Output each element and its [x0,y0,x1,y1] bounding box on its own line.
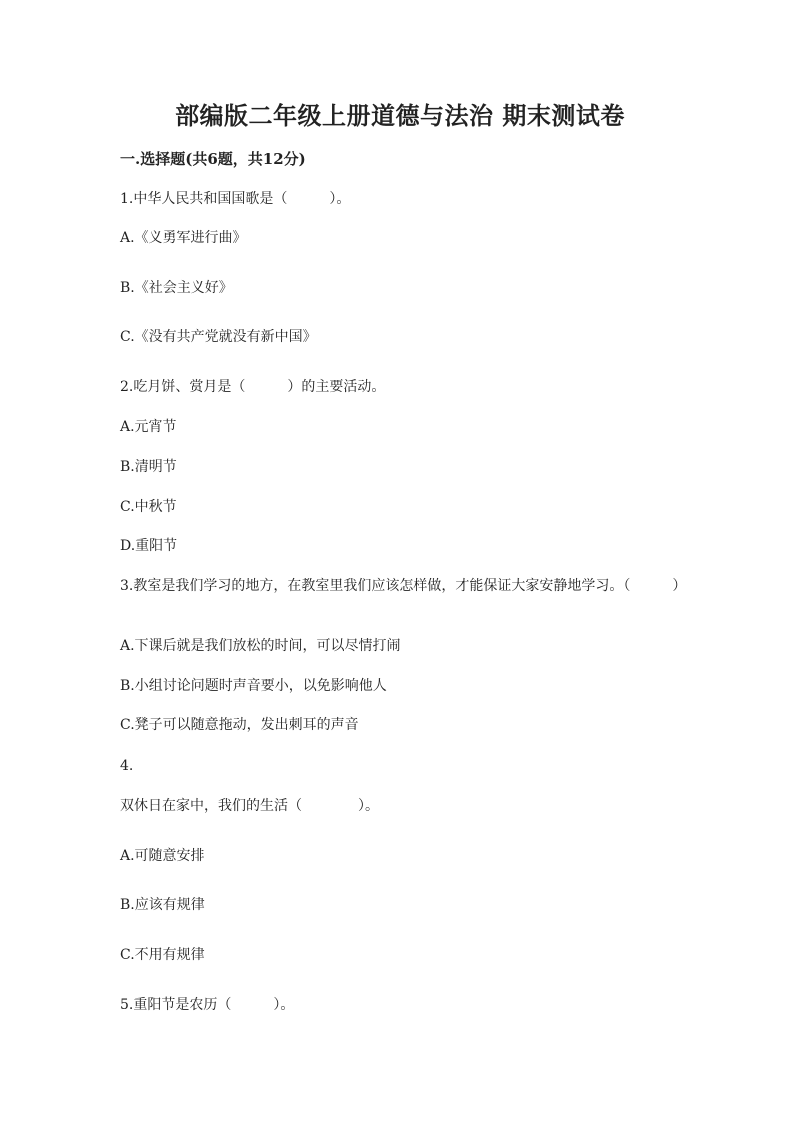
question-2-option-c: C.中秋节 [120,499,177,515]
section-heading: 一.选择题(共6题，共12分) [120,150,306,168]
question-4-option-a: A.可随意安排 [120,848,205,864]
question-4-option-b: B.应该有规律 [120,897,205,913]
page-title: 部编版二年级上册道德与法治 期末测试卷 [175,101,625,130]
question-2-option-d: D.重阳节 [120,538,178,554]
question-1-option-a: A.《义勇军进行曲》 [120,230,247,246]
question-stem-4: 双休日在家中，我们的生活（ ）。 [120,798,379,814]
question-stem-2: 2.吃月饼、赏月是（ ）的主要活动。 [120,379,386,395]
question-stem-5: 5.重阳节是农历（ ）。 [120,997,295,1013]
question-3-option-c: C.凳子可以随意拖动，发出刺耳的声音 [120,717,359,733]
question-stem-1: 1.中华人民共和国国歌是（ ）。 [120,191,351,207]
question-2-option-b: B.清明节 [120,459,177,475]
question-number-4: 4. [120,758,134,774]
question-1-option-b: B.《社会主义好》 [120,280,233,296]
question-1-option-c: C.《没有共产党就没有新中国》 [120,329,317,345]
question-stem-3: 3.教室是我们学习的地方，在教室里我们应该怎样做，才能保证大家安静地学习。（ ） [120,578,687,594]
question-3-option-b: B.小组讨论问题时声音要小，以免影响他人 [120,678,387,694]
question-4-option-c: C.不用有规律 [120,947,205,963]
question-2-option-a: A.元宵节 [120,419,177,435]
question-3-option-a: A.下课后就是我们放松的时间，可以尽情打闹 [120,638,401,654]
